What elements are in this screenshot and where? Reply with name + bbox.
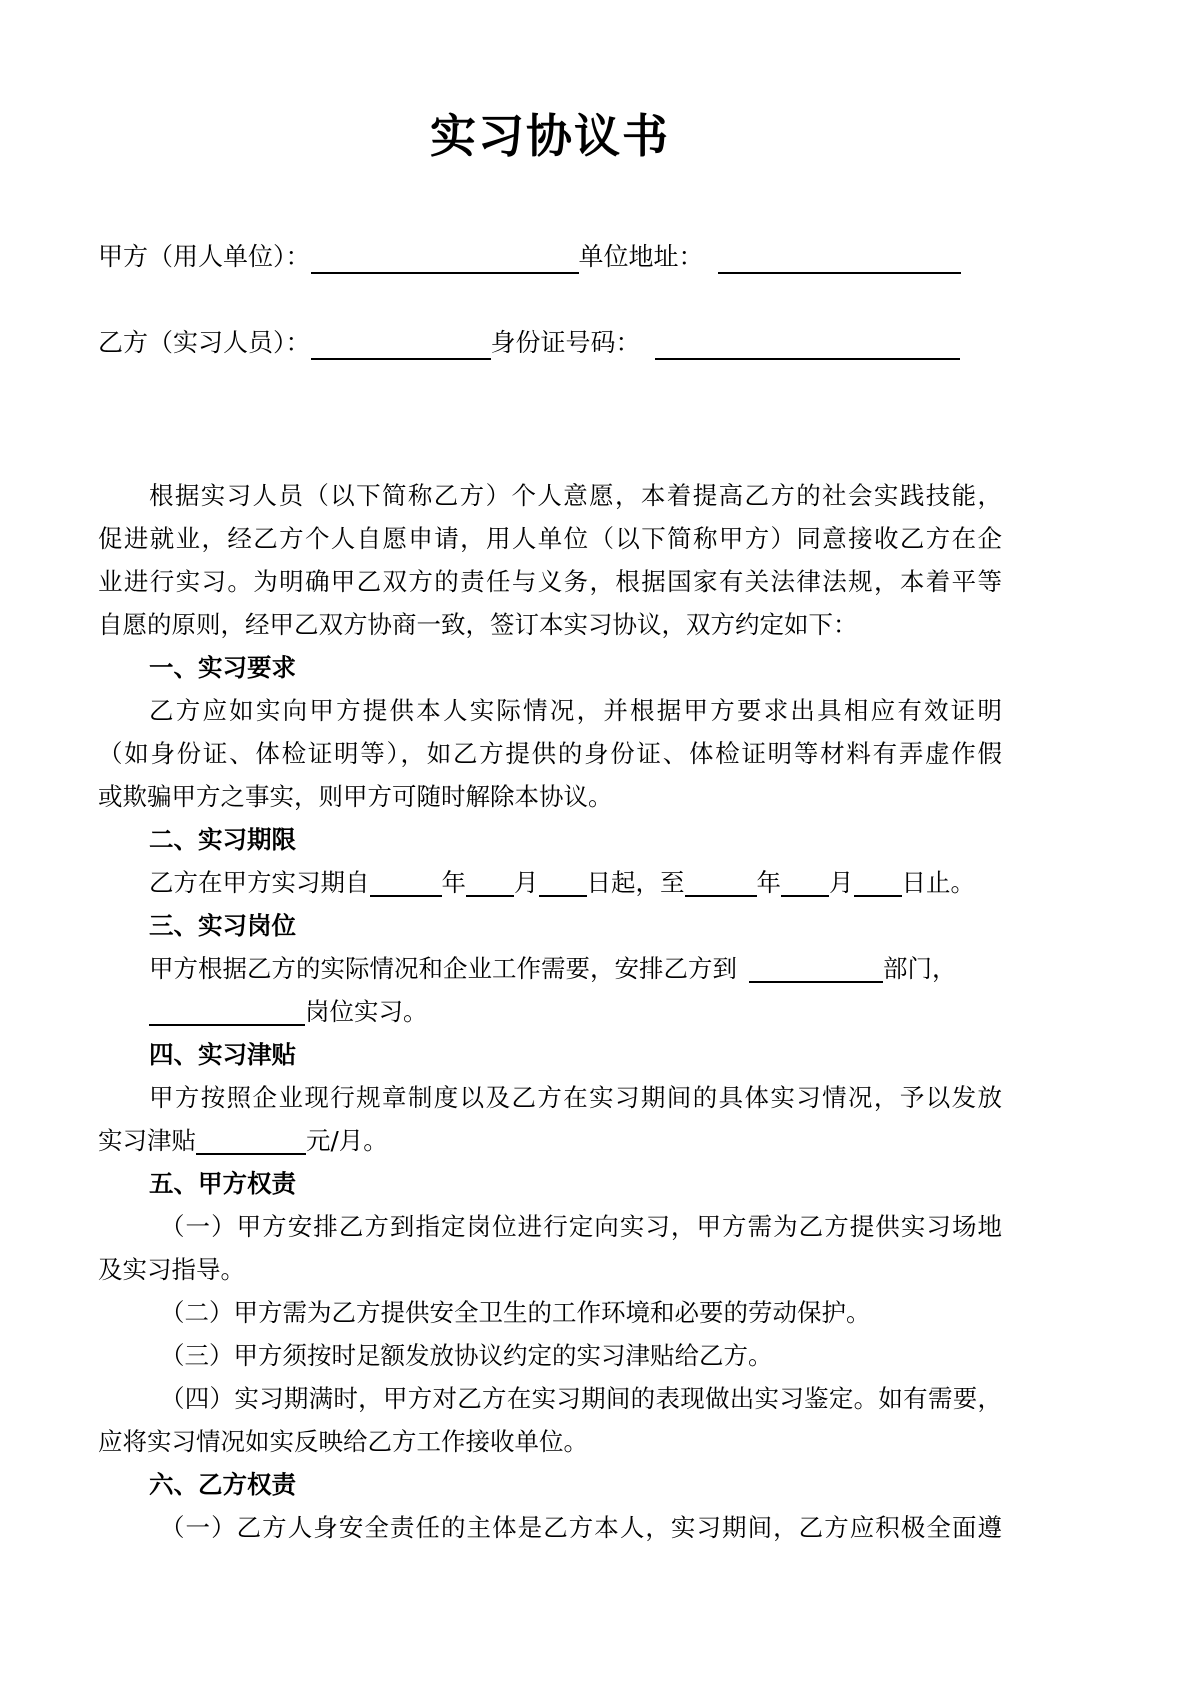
start-month-blank[interactable] (466, 867, 514, 897)
allowance-unit: 元/月。 (306, 1126, 388, 1155)
section-4-line-2 (98, 1119, 1002, 1162)
section-5-item-1-line-1: （一）甲方安排乙方到指定岗位进行定向实习，甲方需为乙方提供实习场地 (160, 1212, 1002, 1241)
department-label: 部门， (883, 954, 957, 983)
end-day-label: 日止。 (901, 868, 975, 897)
allowance-prefix: 实习津贴 (98, 1126, 196, 1155)
party-b-blank[interactable] (311, 332, 491, 360)
position-blank[interactable] (149, 996, 305, 1026)
end-month-label: 月 (829, 868, 854, 897)
section-5-heading: 五、甲方权责 (149, 1169, 296, 1198)
section-3-heading: 三、实习岗位 (149, 911, 296, 940)
address-blank[interactable] (718, 246, 961, 274)
section-5-item-1-line-2: 及实习指导。 (98, 1255, 245, 1284)
start-month-label: 月 (514, 868, 539, 897)
section-1-heading: 一、实习要求 (149, 653, 296, 682)
position-prefix: 甲方根据乙方的实际情况和企业工作需要，安排乙方到 (149, 954, 737, 983)
document-body (98, 474, 1002, 1549)
start-day-blank[interactable] (539, 867, 587, 897)
section-6-item-1-line-1: （一）乙方人身安全责任的主体是乙方本人，实习期间，乙方应积极全面遵 (160, 1513, 1002, 1542)
end-month-blank[interactable] (781, 867, 829, 897)
intro-line-4: 自愿的原则，经甲乙双方协商一致，签订本实习协议，双方约定如下： (98, 610, 858, 639)
party-b-label: 乙方（实习人员）： (98, 328, 311, 357)
party-a-row (98, 240, 961, 274)
position-label: 岗位实习。 (305, 997, 428, 1026)
period-prefix: 乙方在甲方实习期自 (149, 868, 370, 897)
end-year-blank[interactable] (685, 867, 757, 897)
party-a-label: 甲方（用人单位）： (98, 242, 311, 271)
section-2-heading: 二、实习期限 (149, 825, 296, 854)
intro-line-3: 业进行实习。为明确甲乙双方的责任与义务，根据国家有关法律法规，本着平等 (98, 567, 1002, 596)
section-1-line-2: （如身份证、体检证明等），如乙方提供的身份证、体检证明等材料有弄虚作假 (98, 739, 1002, 768)
section-1-line-1: 乙方应如实向甲方提供本人实际情况，并根据甲方要求出具相应有效证明 (149, 696, 1002, 725)
start-day-label: 日起，至 (586, 868, 685, 897)
end-year-label: 年 (756, 868, 781, 897)
section-5-item-3: （三）甲方须按时足额发放协议约定的实习津贴给乙方。 (160, 1341, 773, 1370)
section-3-line-1 (98, 947, 1002, 990)
allowance-blank[interactable] (196, 1125, 306, 1155)
section-4-heading: 四、实习津贴 (149, 1040, 296, 1069)
party-b-row (98, 326, 960, 360)
party-a-blank[interactable] (311, 246, 579, 274)
intro-line-1: 根据实习人员（以下简称乙方）个人意愿，本着提高乙方的社会实践技能， (149, 481, 1002, 510)
end-day-blank[interactable] (854, 867, 902, 897)
section-1-line-3: 或欺骗甲方之事实，则甲方可随时解除本协议。 (98, 782, 613, 811)
start-year-blank[interactable] (370, 867, 442, 897)
id-blank[interactable] (655, 332, 960, 360)
section-3-line-2 (98, 990, 1002, 1033)
section-4-line-1: 甲方按照企业现行规章制度以及乙方在实习期间的具体实习情况，予以发放 (149, 1083, 1002, 1112)
address-label: 单位地址： (578, 242, 704, 271)
section-5-item-4-line-2: 应将实习情况如实反映给乙方工作接收单位。 (98, 1427, 588, 1456)
section-5-item-4-line-1: （四）实习期满时，甲方对乙方在实习期间的表现做出实习鉴定。如有需要， (160, 1384, 1002, 1413)
section-6-heading: 六、乙方权责 (149, 1470, 296, 1499)
section-2-period-line (98, 861, 1002, 904)
document-title: 实习协议书 (430, 109, 670, 163)
start-year-label: 年 (441, 868, 466, 897)
department-blank[interactable] (749, 953, 883, 983)
intro-line-2: 促进就业，经乙方个人自愿申请，用人单位（以下简称甲方）同意接收乙方在企 (98, 524, 1002, 553)
id-label: 身份证号码： (490, 328, 641, 357)
section-5-item-2: （二）甲方需为乙方提供安全卫生的工作环境和必要的劳动保护。 (160, 1298, 871, 1327)
